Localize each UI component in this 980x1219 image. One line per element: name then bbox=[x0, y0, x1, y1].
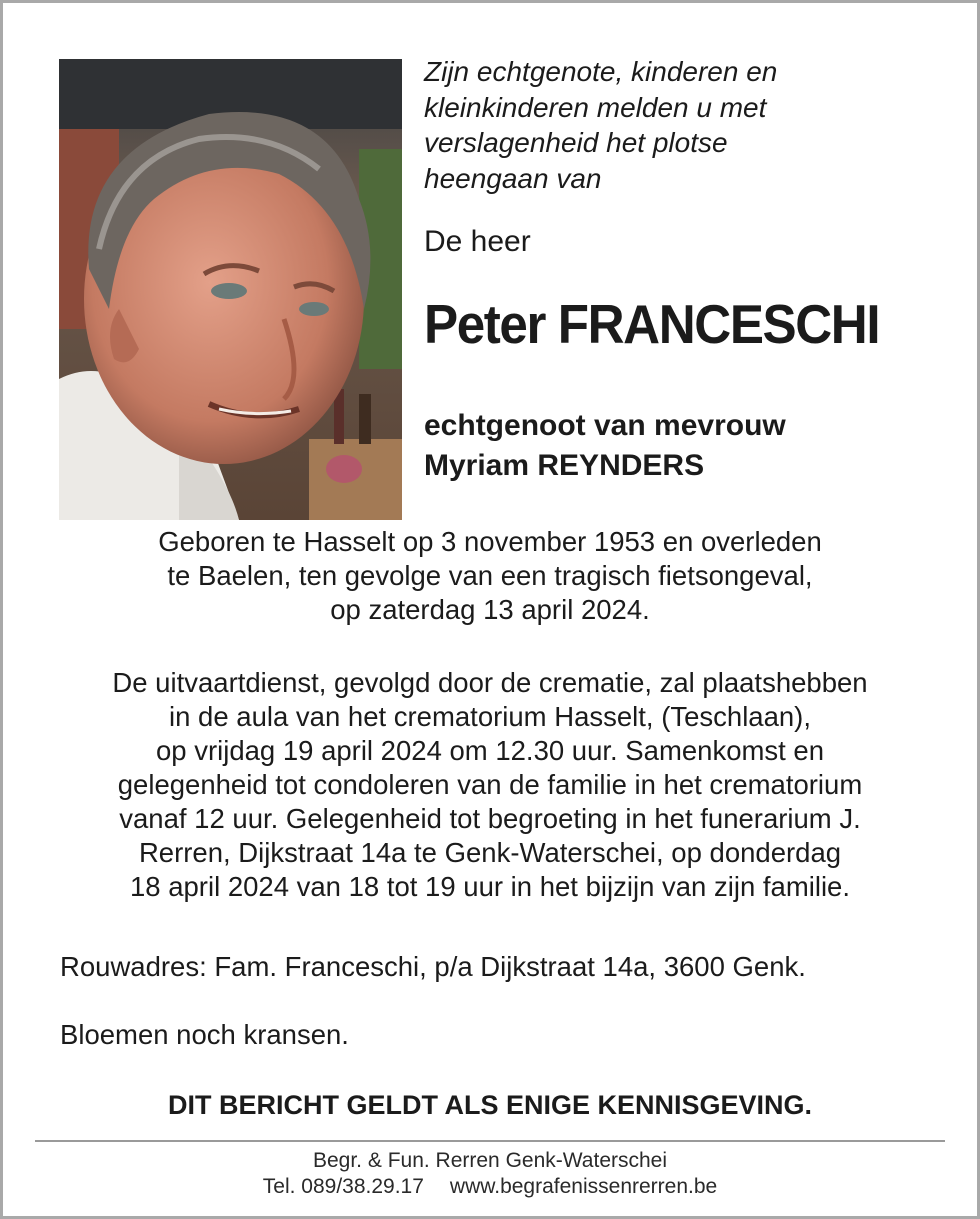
deceased-name: Peter FRANCESCHI bbox=[424, 293, 880, 355]
salutation: De heer bbox=[424, 225, 531, 258]
undertaker-website[interactable]: www.begrafenissenrerren.be bbox=[449, 1175, 718, 1198]
footer-divider bbox=[35, 1140, 945, 1142]
flowers-note: Bloemen noch kransen. bbox=[60, 1019, 349, 1050]
undertaker-footer bbox=[0, 1148, 980, 1200]
funeral-service-paragraph: De uitvaartdienst, gevolgd door de crematie, zal plaatshebben in de aula van het crematorium Hasselt, (Teschlaan), op vrijdag 19 april 2024 om 12.30 uur. Samenkomst en gelegenheid tot condoleren van de familie in het crematorium vanaf 12 uur. Gelegenheid tot begroeting in het funerarium J. Rerren, Dijkstraat 14a te Genk-Waterschei, op donderdag 18 april 2024 van 18 tot 19 uur in het bijzijn van zijn familie. bbox=[112, 667, 868, 902]
intro-text: Zijn echtgenote, kinderen en kleinkinderen melden u met verslagenheid het plotse heengaan van bbox=[424, 56, 778, 194]
birth-death-paragraph: Geboren te Hasselt op 3 november 1953 en overleden te Baelen, ten gevolge van een tragisch fietsongeval, op zaterdag 13 april 2024. bbox=[158, 526, 822, 625]
spouse-line: echtgenoot van mevrouw Myriam REYNDERS bbox=[424, 409, 786, 482]
mourning-address: Rouwadres: Fam. Franceschi, p/a Dijkstraat 14a, 3600 Genk. bbox=[60, 951, 806, 982]
undertaker-name: Begr. & Fun. Rerren Genk-Waterschei bbox=[312, 1149, 668, 1172]
portrait-photo bbox=[59, 59, 402, 520]
official-notice: DIT BERICHT GELDT ALS ENIGE KENNISGEVING. bbox=[167, 1090, 813, 1120]
undertaker-phone: Tel. 089/38.29.17 bbox=[262, 1175, 424, 1198]
